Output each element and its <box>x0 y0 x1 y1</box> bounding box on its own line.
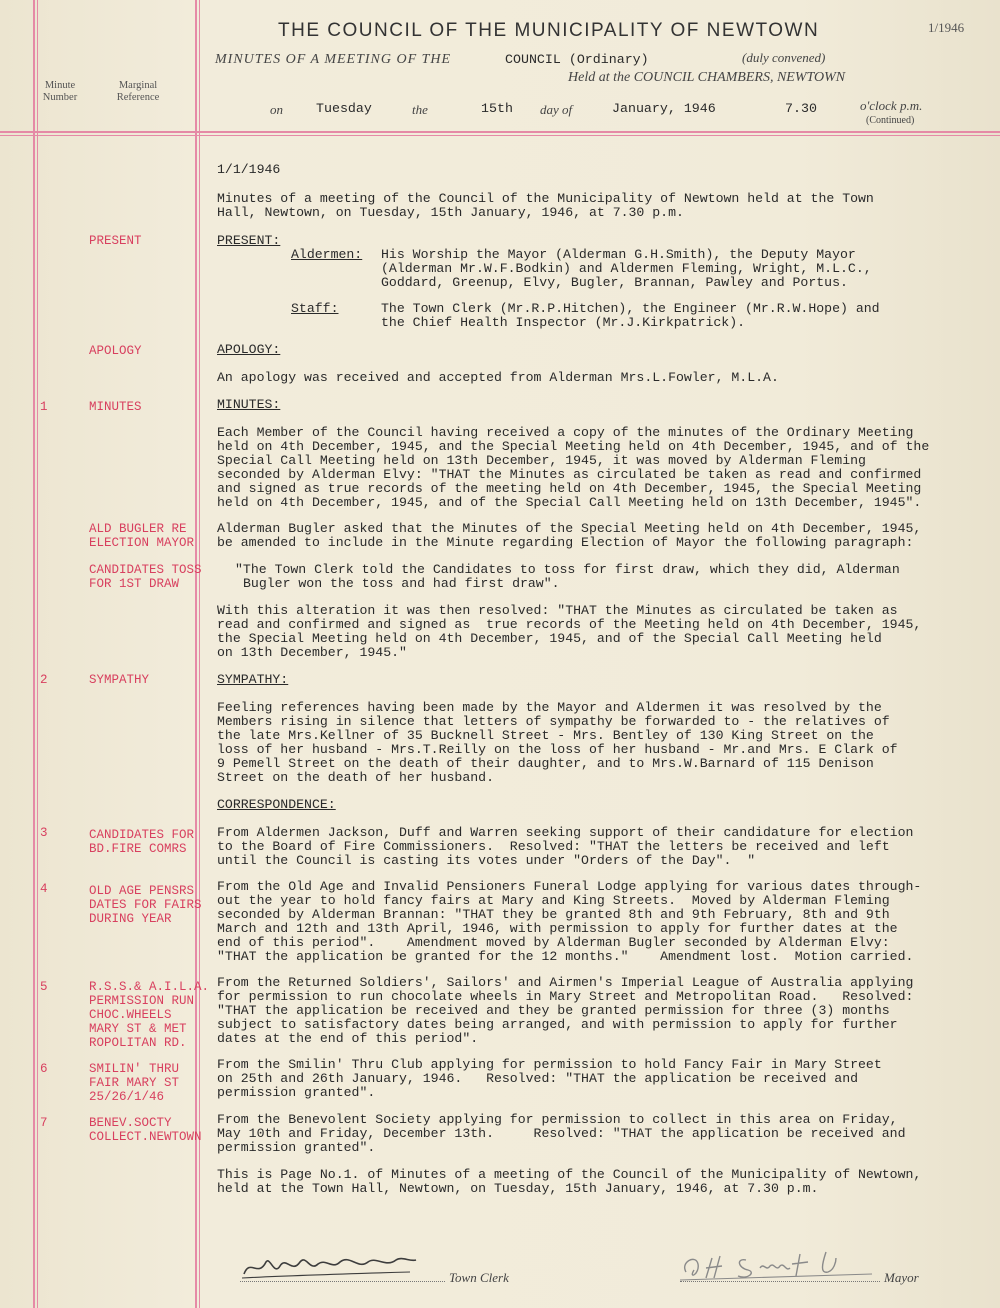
item7-line-1: From the Benevolent Society applying for permission to collect in this area on Friday, <box>217 1112 898 1127</box>
margin-item4-2: DATES FOR FAIRS <box>89 898 202 912</box>
meeting-day: Tuesday <box>316 101 372 116</box>
header-rule-inner <box>0 135 1000 136</box>
margin-item5-1: R.S.S.& A.I.L.A. <box>89 980 210 994</box>
margin-item3-1: CANDIDATES FOR <box>89 828 195 842</box>
mayor-signature <box>676 1250 876 1284</box>
margin-item4-3: DURING YEAR <box>89 912 172 926</box>
continued-label: (Continued) <box>866 115 915 126</box>
margin-bugler-2: ELECTION MAYOR <box>89 536 195 550</box>
item5-line-1: From the Returned Soldiers', Sailors' and Airmen's Imperial League of Australia applying <box>217 975 914 990</box>
item4-line-4: March and 12th and 13th April, 1946, with permission to apply for further dates at the <box>217 921 898 936</box>
sympathy-line-2: Members rising in silence that letters of sympathy be forwarded to - the relatives of <box>217 714 890 729</box>
minutes-line-4: seconded by Alderman Elvy: "THAT the Minutes as circulated be taken as read and confirmed <box>217 467 922 482</box>
item4-line-1: From the Old Age and Invalid Pensioners Funeral Lodge applying for various dates through- <box>217 879 922 894</box>
toss-line-4: on 13th December, 1945." <box>217 645 407 660</box>
mayor-label: Mayor <box>884 1270 919 1285</box>
item4-line-6: "THAT the application be granted for the 12 months." Amendment lost. Motion carried. <box>217 949 914 964</box>
col-minute-number: Minute Number <box>42 80 78 103</box>
town-clerk-label: Town Clerk <box>449 1270 509 1285</box>
sympathy-line-6: Street on the death of her husband. <box>217 770 494 785</box>
item6-line-2: on 25th and 26th January, 1946. Resolved: "THAT the application be received and <box>217 1071 859 1086</box>
council-title: THE COUNCIL OF THE MUNICIPALITY OF NEWTOWN <box>278 20 820 41</box>
minutes-line-5: and signed as true records of the meeting held on 4th December, 1945, the Special Meeting <box>217 481 922 496</box>
margin-item5-4: MARY ST & MET <box>89 1022 187 1036</box>
toss-line-3: the Special Meeting held on 4th December, 1945, and of the Special Call Meeting held <box>217 631 882 646</box>
minute-number-1: 1 <box>40 400 48 414</box>
item7-line-2: May 10th and Friday, December 13th. Resolved: "THAT the application be received and <box>217 1126 906 1141</box>
toss-line-2: read and confirmed and signed as true records of the Meeting held on 4th December, 1945, <box>217 617 922 632</box>
intro-line-1: Minutes of a meeting of the Council of the Municipality of Newtown held at the Town <box>217 191 874 206</box>
bugler-line-1: Alderman Bugler asked that the Minutes of the Special Meeting held on 4th December, 1945, <box>217 521 922 536</box>
margin-item6-2: FAIR MARY ST <box>89 1076 180 1090</box>
item3-line-2: to the Board of Fire Commissioners. Resolved: "THAT the letters be received and left <box>217 839 890 854</box>
minutes-line-1: Each Member of the Council having received a copy of the minutes of the Ordinary Meeting <box>217 425 914 440</box>
minutes-heading: MINUTES: <box>217 397 281 412</box>
footer-note-line-2: held at the Town Hall, Newtown, on Tuesday, 15th January, 1946, at 7.30 p.m. <box>217 1181 819 1196</box>
margin-item4-1: OLD AGE PENSRS <box>89 884 195 898</box>
margin-rule-reference <box>195 0 197 1308</box>
town-clerk-signature <box>240 1248 420 1284</box>
intro-line-2: Hall, Newtown, on Tuesday, 15th January, 1946, at 7.30 p.m. <box>217 205 684 220</box>
item7-line-3: permission granted". <box>217 1140 376 1155</box>
footer-note-line-1: This is Page No.1. of Minutes of a meeting of the Council of the Municipality of Newtown, <box>217 1167 922 1182</box>
sympathy-line-3: the late Mrs.Kellner of 35 Bucknell Street - Mrs. Bentley of 130 King Street on the <box>217 728 874 743</box>
margin-item5-2: PERMISSION RUN <box>89 994 195 1008</box>
item3-line-3: until the Council is casting its votes under "Orders of the Day". " <box>217 853 756 868</box>
margin-rule-left-inner <box>37 0 38 1308</box>
margin-item3-2: BD.FIRE COMRS <box>89 842 187 856</box>
minutes-line-3: Special Call Meeting held on 13th December, 1945, it was moved by Alderman Fleming <box>217 453 866 468</box>
minutes-line-2: held on 4th December, 1945, and the Special Meeting held on 4th December, 1945, and of the <box>217 439 930 454</box>
margin-item5-5: ROPOLITAN RD. <box>89 1036 187 1050</box>
oclock-label: o'clock p.m. <box>860 98 923 113</box>
margin-bugler-1: ALD BUGLER RE <box>89 522 187 536</box>
item5-line-3: "THAT the application be received and they be granted permission for three (3) months <box>217 1003 890 1018</box>
minute-number-5: 5 <box>40 980 48 994</box>
header-rule <box>0 131 1000 133</box>
bugler-line-2: be amended to include in the Minute regarding Election of Mayor the following paragraph: <box>217 535 914 550</box>
day-of-label: day of <box>540 102 573 117</box>
margin-item6-1: SMILIN' THRU <box>89 1062 180 1076</box>
sympathy-line-4: loss of her husband - Mrs.T.Reilly on the loss of her husband - Mr.and Mrs. E Clark of <box>217 742 898 757</box>
apology-text: An apology was received and accepted from Alderman Mrs.L.Fowler, M.L.A. <box>217 370 779 385</box>
item4-line-2: out the year to hold fancy fairs at Mary and King Streets. Moved by Alderman Fleming <box>217 893 890 908</box>
the-label: the <box>412 102 428 117</box>
page-reference: 1/1946 <box>928 20 965 35</box>
margin-toss-2: FOR 1ST DRAW <box>89 577 180 591</box>
meeting-reference: 1/1/1946 <box>217 162 281 177</box>
margin-item5-3: CHOC.WHEELS <box>89 1008 172 1022</box>
margin-item7-1: BENEV.SOCTY <box>89 1116 172 1130</box>
minute-number-3: 3 <box>40 826 48 840</box>
aldermen-line-3: Goddard, Greenup, Elvy, Bugler, Brannan, Pawley and Portus. <box>381 275 848 290</box>
staff-label: Staff: <box>291 301 339 316</box>
item3-line-1: From Aldermen Jackson, Duff and Warren seeking support of their candidature for election <box>217 825 914 840</box>
apology-heading: APOLOGY: <box>217 342 281 357</box>
minute-number-6: 6 <box>40 1062 48 1076</box>
minutes-of-meeting-label: MINUTES OF A MEETING OF THE <box>215 52 452 67</box>
staff-line-1: The Town Clerk (Mr.R.P.Hitchen), the Engineer (Mr.R.W.Hope) and <box>381 301 880 316</box>
item6-line-3: permission granted". <box>217 1085 376 1100</box>
margin-sympathy: SYMPATHY <box>89 673 150 687</box>
on-label: on <box>270 102 283 117</box>
margin-present: PRESENT <box>89 234 142 248</box>
meeting-month-year: January, 1946 <box>612 101 716 116</box>
minutes-line-6: held on 4th December, 1945, and of the Special Call Meeting held on 13th December, 1945". <box>217 495 922 510</box>
held-at: Held at the COUNCIL CHAMBERS, NEWTOWN <box>568 70 846 85</box>
meeting-time: 7.30 <box>785 101 817 116</box>
sympathy-line-5: 9 Pemell Street on the death of their daughter, and to Mrs.W.Barnard of 115 Denison <box>217 756 874 771</box>
toss-quote-line-1: "The Town Clerk told the Candidates to toss for first draw, which they did, Alderman <box>235 562 900 577</box>
item5-line-5: dates at the end of this period". <box>217 1031 479 1046</box>
duly-convened: (duly convened) <box>742 50 826 65</box>
minute-number-2: 2 <box>40 673 48 687</box>
aldermen-line-1: His Worship the Mayor (Alderman G.H.Smith), the Deputy Mayor <box>381 247 856 262</box>
aldermen-line-2: (Alderman Mr.W.F.Bodkin) and Aldermen Fleming, Wright, M.L.C., <box>381 261 872 276</box>
margin-rule-left <box>33 0 35 1308</box>
item4-line-5: end of this period". Amendment moved by Alderman Bugler seconded by Alderman Elvy: <box>217 935 890 950</box>
aldermen-label: Aldermen: <box>291 247 363 262</box>
toss-quote-line-2: Bugler won the toss and had first draw". <box>243 576 560 591</box>
item5-line-4: subject to satisfactory dates being arranged, and with permission to apply for further <box>217 1017 898 1032</box>
staff-line-2: the Chief Health Inspector (Mr.J.Kirkpatrick). <box>381 315 746 330</box>
minute-number-4: 4 <box>40 882 48 896</box>
present-heading: PRESENT: <box>217 233 281 248</box>
correspondence-heading: CORRESPONDENCE: <box>217 797 336 812</box>
meeting-day-number: 15th <box>481 101 513 116</box>
meeting-type: COUNCIL (Ordinary) <box>505 52 649 67</box>
sympathy-line-1: Feeling references having been made by the Mayor and Aldermen it was resolved by the <box>217 700 882 715</box>
margin-item7-2: COLLECT.NEWTOWN <box>89 1130 202 1144</box>
item5-line-2: for permission to run chocolate wheels in Mary Street and Metropolitan Road. Resolved: <box>217 989 914 1004</box>
toss-line-1: With this alteration it was then resolved: "THAT the Minutes as circulated be taken as <box>217 603 898 618</box>
mayor-line <box>680 1281 880 1282</box>
margin-apology: APOLOGY <box>89 344 142 358</box>
margin-toss-1: CANDIDATES TOSS <box>89 563 202 577</box>
margin-rule-reference-inner <box>199 0 200 1308</box>
col-marginal-reference: Marginal Reference <box>116 80 160 103</box>
minute-number-7: 7 <box>40 1116 48 1130</box>
margin-item6-3: 25/26/1/46 <box>89 1090 165 1104</box>
margin-minutes: MINUTES <box>89 400 142 414</box>
item4-line-3: seconded by Alderman Brannan: "THAT they be granted 8th and 9th February, 8th and 9th <box>217 907 890 922</box>
sympathy-heading: SYMPATHY: <box>217 672 289 687</box>
item6-line-1: From the Smilin' Thru Club applying for permission to hold Fancy Fair in Mary Street <box>217 1057 882 1072</box>
town-clerk-line <box>240 1281 445 1282</box>
